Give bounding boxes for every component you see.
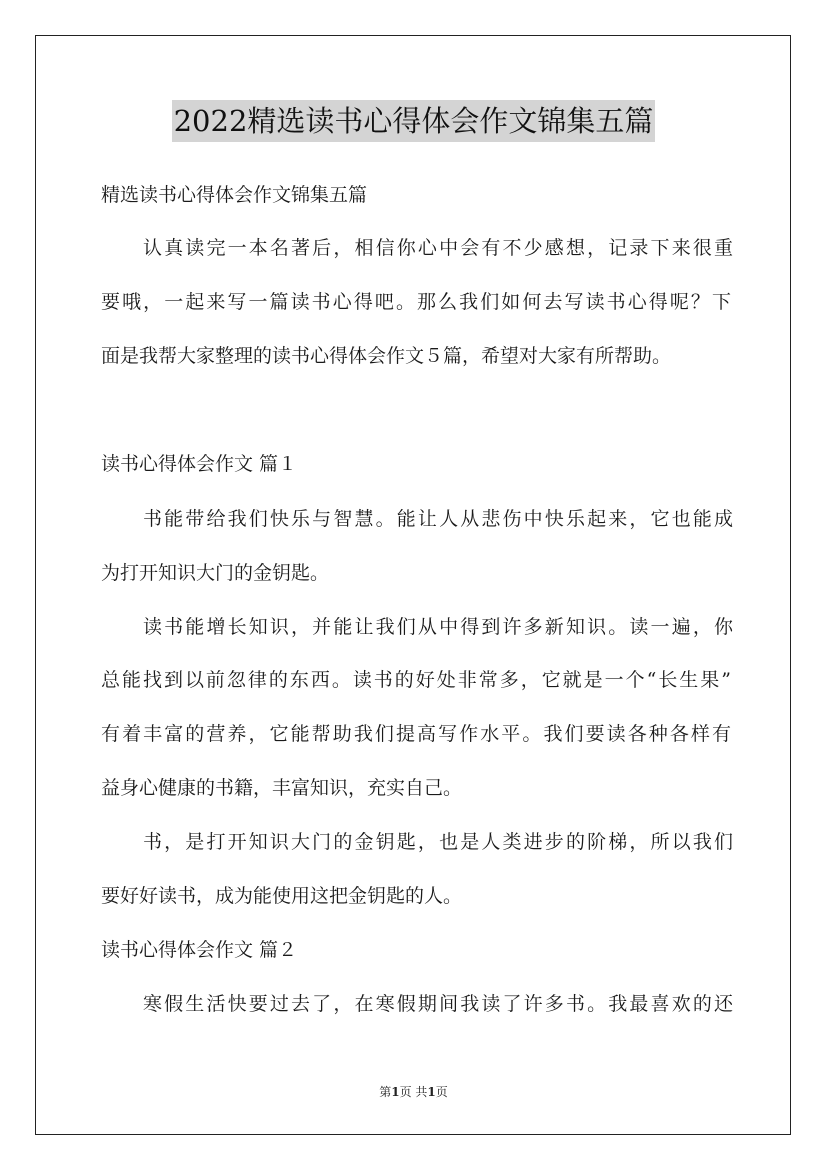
section1-p2-line-2: 总能找到以前忽律的东西。读书的好处非常多，它就是一个“长生果”	[101, 669, 731, 691]
document-subtitle: 精选读书心得体会作文锦集五篇	[101, 184, 368, 206]
footer-mid: 页 共	[399, 1085, 428, 1099]
footer-suffix: 页	[435, 1085, 448, 1099]
footer-current-page: 1	[391, 1085, 400, 1099]
section1-p2-line-1: 读书能增长知识，并能让我们从中得到许多新知识。读一遍，你	[143, 616, 733, 638]
section2-p1-line-1: 寒假生活快要过去了，在寒假期间我读了许多书。我最喜欢的还	[143, 993, 733, 1015]
section2-heading: 读书心得体会作文 篇２	[101, 939, 298, 961]
intro-line-2: 要哦，一起来写一篇读书心得吧。那么我们如何去写读书心得呢？下	[101, 291, 731, 313]
page-footer	[0, 1084, 827, 1100]
document-title: 2022精选读书心得体会作文锦集五篇	[172, 100, 656, 142]
section1-p3-line-1: 书，是打开知识大门的金钥匙，也是人类进步的阶梯，所以我们	[143, 831, 733, 853]
section1-p1-line-1: 书能带给我们快乐与智慧。能让人从悲伤中快乐起来，它也能成	[143, 508, 733, 530]
footer-total-pages: 1	[427, 1085, 436, 1099]
section1-p2-line-3: 有着丰富的营养，它能帮助我们提高写作水平。我们要读各种各样有	[101, 723, 731, 745]
section1-p3-line-2: 要好好读书，成为能使用这把金钥匙的人。	[101, 885, 463, 907]
intro-line-3: 面是我帮大家整理的读书心得体会作文５篇，希望对大家有所帮助。	[101, 345, 672, 367]
section1-p1-line-2: 为打开知识大门的金钥匙。	[101, 562, 330, 584]
section1-heading: 读书心得体会作文 篇１	[101, 453, 298, 475]
intro-line-1: 认真读完一本名著后，相信你心中会有不少感想，记录下来很重	[143, 237, 733, 259]
section1-p2-line-4: 益身心健康的书籍，丰富知识，充实自己。	[101, 777, 463, 799]
title-container	[0, 100, 827, 142]
footer-prefix: 第	[379, 1085, 392, 1099]
